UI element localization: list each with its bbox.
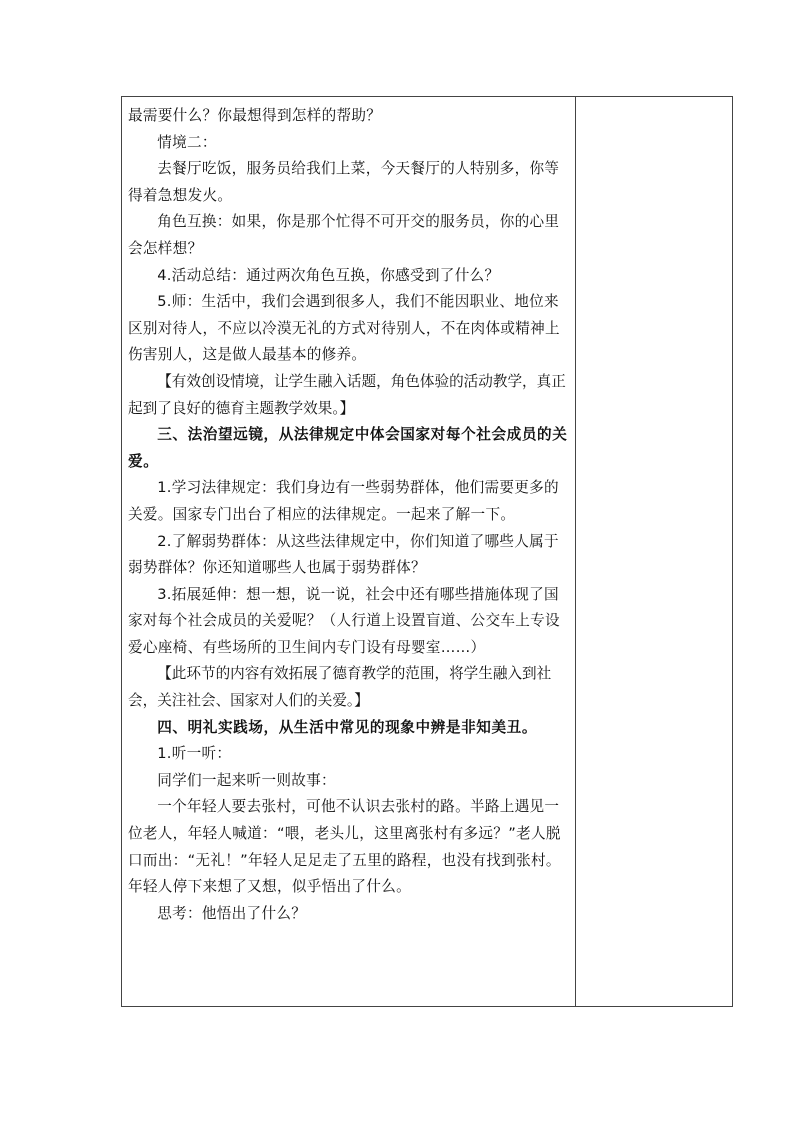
teaching-note: 【此环节的内容有效拓展了德育教学的范围，将学生融入到社会，关注社会、国家对人们的关爱。】 [128,665,552,710]
paragraph: 4.活动总结：通过两次角色互换，你感受到了什么？ [157,266,500,284]
lesson-content [128,103,572,927]
teaching-process-cell [122,97,576,1006]
teaching-note: 【有效创设情境，让学生融入话题，角色体验的活动教学，真正起到了良好的德育主题教学效果。】 [128,372,566,417]
lesson-table [121,96,733,1007]
paragraph: 1.听一听： [157,745,232,763]
paragraph: 最需要什么？你最想得到怎样的帮助？ [128,107,382,124]
paragraph: 同学们一起来听一则故事： [157,771,336,789]
paragraph: 1.学习法律规定：我们身边有一些弱势群体，他们需要更多的关爱。国家专门出台了相应的法律规定。一起来了解一下。 [128,479,559,523]
paragraph: 去餐厅吃饭，服务员给我们上菜，今天餐厅的人特别多，你等得着急想发火。 [128,160,560,204]
paragraph: 角色互换：如果，你是那个忙得不可开交的服务员，你的心里会怎样想？ [128,213,560,257]
paragraph: 3.拓展延伸：想一想，说一说，社会中还有哪些措施体现了国家对每个社会成员的关爱呢？（人行道上设置盲道、公交车上专设爱心座椅、有些场所的卫生间内专门设有母婴室……） [128,585,560,656]
paragraph: 思考：他悟出了什么？ [157,904,307,922]
paragraph: 情境二： [157,133,217,151]
section-heading: 四、明礼实践场，从生活中常见的现象中辨是非知美丑。 [157,718,538,736]
paragraph: 2.了解弱势群体：从这些法律规定中，你们知道了哪些人属于弱势群体？你还知道哪些人也属于弱势群体？ [128,532,559,577]
paragraph: 5.师：生活中，我们会遇到很多人，我们不能因职业、地位来区别对待人，不应以冷漠无礼的方式对待别人，不在肉体或精神上伤害别人，这是做人最基本的修养。 [128,293,560,364]
section-heading: 三、法治望远镜，从法律规定中体会国家对每个社会成员的关爱。 [128,426,568,470]
notes-cell [576,97,732,1006]
story-paragraph: 一个年轻人要去张村，可他不认识去张村的路。半路上遇见一位老人，年轻人喊道：“喂，老头儿，这里离张村有多远？”老人脱口而出：“无礼！”年轻人足足走了五里的路程，也没有找到张村。年轻人停下来想了又想，似乎悟出了什么。 [128,798,561,896]
